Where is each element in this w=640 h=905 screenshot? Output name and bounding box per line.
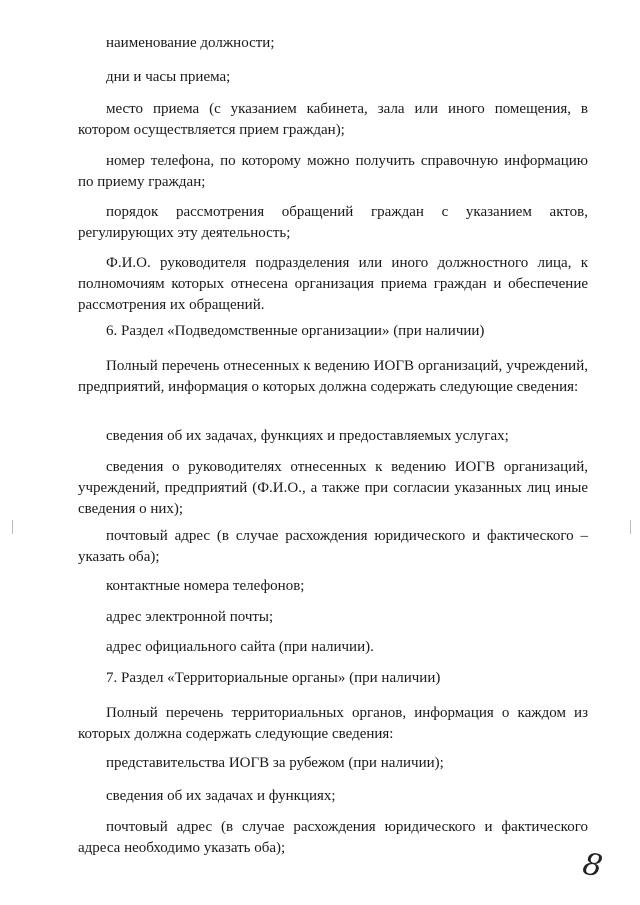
paragraph: Полный перечень отнесенных к ведению ИОГВ организаций, учреждений, предприятий, информация о которых должна содержать следующие сведения: — [78, 358, 588, 395]
paragraph: почтовый адрес (в случае расхождения юридического и фактического – указать оба); — [78, 528, 588, 565]
scan-artifact — [12, 520, 13, 534]
paragraph: Полный перечень территориальных органов, информация о каждом из которых должна содержать следующие сведения: — [78, 705, 588, 742]
paragraph: сведения о руководителях отнесенных к ведению ИОГВ организаций, учреждений, предприятий (Ф.И.О., а также при согласии указанных лиц иные сведения о них); — [78, 459, 588, 517]
paragraph: номер телефона, по которому можно получить справочную информацию по приему граждан; — [78, 153, 588, 190]
paragraph: дни и часы приема; — [106, 69, 231, 85]
paragraph: сведения об их задачах, функциях и предоставляемых услугах; — [106, 428, 509, 444]
section-heading: 6. Раздел «Подведомственные организации» (при наличии) — [106, 323, 485, 339]
paragraph: место приема (с указанием кабинета, зала или иного помещения, в котором осуществляется прием граждан); — [78, 101, 588, 138]
paragraph: наименование должности; — [106, 35, 275, 51]
scan-artifact — [630, 520, 631, 534]
paragraph: адрес электронной почты; — [106, 609, 274, 625]
paragraph: сведения об их задачах и функциях; — [106, 788, 336, 804]
paragraph: Ф.И.О. руководителя подразделения или иного должностного лица, к полномочиям которых отнесена организация приема граждан и обеспечение рассмотрения их обращений. — [78, 255, 588, 313]
paragraph: порядок рассмотрения обращений граждан с указанием актов, регулирующих эту деятельность; — [78, 204, 588, 241]
paragraph: адрес официального сайта (при наличии). — [106, 639, 374, 655]
paragraph: представительства ИОГВ за рубежом (при наличии); — [106, 755, 444, 771]
section-heading: 7. Раздел «Территориальные органы» (при наличии) — [106, 670, 441, 686]
page-number: 8 — [580, 846, 605, 885]
paragraph: контактные номера телефонов; — [106, 578, 305, 594]
paragraph: почтовый адрес (в случае расхождения юридического и фактического адреса необходимо указать оба); — [78, 819, 588, 856]
